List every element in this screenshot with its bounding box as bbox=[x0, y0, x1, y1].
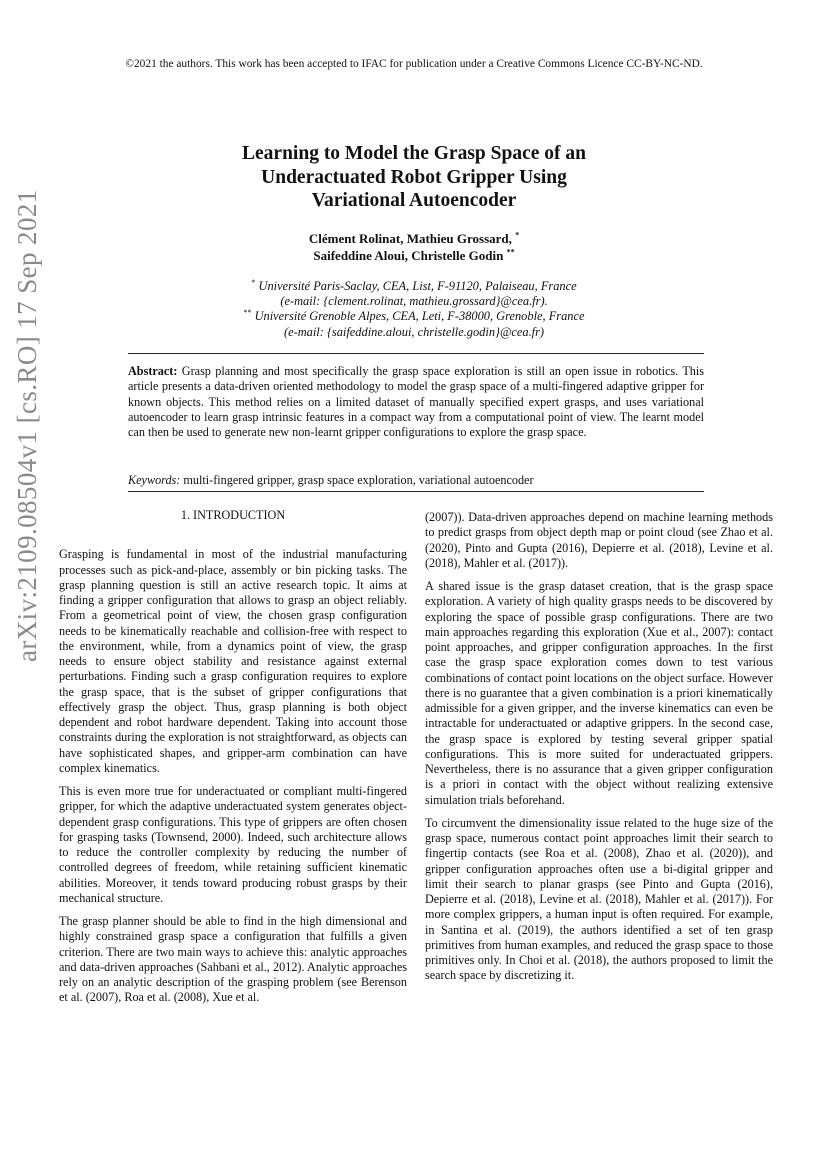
body-paragraph: To circumvent the dimensionality issue related to the huge size of the grasp space, numerous contact point approaches limit their search to fingertip contacts (see Roa et al. (2008), Zhao et al. (2020)), and gripper configuration approaches often use a bi-digital gripper and limit their search to planar grasps (see Pinto and Gupta (2016), Depierre et al. (2018), Levine et al. (2018), Mahler et al. (2017)). For more complex grippers, a human input is often required. For example, in Santina et al. (2019), the authors identified a set of ten grasp primitives from human examples, and reduced the grasp space to those primitives only. In Choi et al. (2018), the authors proposed to limit the search space by discretizing it. bbox=[425, 815, 773, 983]
arxiv-identifier: arXiv:2109.08504v1 [cs.RO] 17 Sep 2021 bbox=[12, 189, 42, 662]
license-notice: ©2021 the authors. This work has been accepted to IFAC for publication under a Creative Commons Licence CC-BY-NC-ND. bbox=[125, 58, 703, 70]
title-line: Learning to Model the Grasp Space of an bbox=[242, 143, 586, 164]
title-line: Variational Autoencoder bbox=[311, 190, 517, 211]
keywords bbox=[128, 473, 704, 488]
keywords-label: Keywords: bbox=[128, 473, 181, 487]
abstract-top-rule bbox=[128, 353, 704, 354]
title-line: Underactuated Robot Gripper Using bbox=[261, 166, 567, 188]
abstract-bottom-rule bbox=[128, 491, 704, 492]
section-heading: 1. INTRODUCTION bbox=[180, 508, 286, 522]
body-paragraph: The grasp planner should be able to find in the high dimensional and highly constrained grasp space a configuration that fulfills a given criterion. There are two main ways to achieve this: analytic approaches and data-driven approaches (Sahbani et al., 2012). Analytic approaches rely on an analytic description of the grasping problem (see Berenson et al. (2007), Roa et al. (2008), Xue et al. bbox=[59, 914, 407, 1005]
affiliation-mark: * bbox=[251, 277, 256, 287]
author-mark: * bbox=[515, 230, 520, 240]
affiliation-text: (e-mail: {saifeddine.aloui, christelle.godin}@cea.fr) bbox=[283, 324, 545, 339]
affiliation-mark: ** bbox=[243, 308, 252, 318]
author-mark: ** bbox=[506, 247, 515, 257]
body-paragraph: This is even more true for underactuated or compliant multi-fingered gripper, for which the adaptive underactuated system generates object-dependent grasp configurations. This type of grippers are often chosen for grasping tasks (Townsend, 2000). Indeed, such architecture allows to reduce the controller complexity by reducing the number of controlled degrees of freedom, while retaining sufficient kinematic abilities. Moreover, it tends toward producing robust grasps by their mechanical structure. bbox=[59, 784, 407, 905]
body-paragraph: A shared issue is the grasp dataset creation, that is the grasp space exploration. A variety of high quality grasps needs to be discovered by exploring the space of possible grasp configurations. There are two main approaches regarding this exploration (Xue et al., 2007): contact point approaches, and gripper configuration approaches. In the first case the grasp space exploration comes down to test various combinations of contact point locations on the object surface. However there is no guarantee that a given combination is a priori kinematically admissible for a given gripper, and the inverse kinematics can even be intractable for underactuated or adaptive grippers. In the second case, the grasp space is explored by testing several gripper spatial configurations. This is more suited for underactuated grippers. Nevertheless, there is no assurance that a given gripper configuration is a priori in contact with the object without realizing extensive simulation trials beforehand. bbox=[425, 579, 773, 807]
right-column bbox=[425, 510, 773, 992]
affiliation-text: Université Paris-Saclay, CEA, List, F-91120, Palaiseau, France bbox=[258, 279, 577, 293]
left-column bbox=[59, 508, 407, 1014]
abstract-text: Grasp planning and most specifically the grasp space exploration is still an open issue in robotics. This article presents a data-driven oriented methodology to model the grasp space of a multi-fingered adaptive gripper for known objects. This method relies on a limited dataset of manually specified expert grasps, and uses variational autoencoder to learn grasp intrinsic features in a compact way from a computational point of view. The learnt model can then be used to generate new non-learnt gripper configurations to explore the grasp space. bbox=[128, 364, 704, 440]
abstract bbox=[128, 364, 704, 440]
body-paragraph: (2007)). Data-driven approaches depend on machine learning methods to predict grasps from object depth map or point cloud (see Zhao et al. (2020), Pinto and Gupta (2016), Depierre et al. (2018), Levine et al. (2018), Mahler et al. (2017)). bbox=[425, 510, 773, 570]
author-line: Saifeddine Aloui, Christelle Godin bbox=[313, 247, 504, 263]
affiliations bbox=[0, 279, 828, 340]
author-line: Clément Rolinat, Mathieu Grossard, bbox=[308, 231, 512, 246]
paper-title bbox=[0, 142, 828, 213]
body-paragraph: Grasping is fundamental in most of the industrial manufacturing processes such as pick-and-place, assembly or bin picking tasks. The grasp planning question is still an active research topic. It aims at finding a gripper configuration that allows to grasp an object reliably. From a geometrical point of view, the chosen grasp configuration needs to be kinematically reachable and collision-free with respect to the environment, while, from a dynamics point of view, the grasp needs to ensure object stability and resistance against external perturbations. Finding such a grasp configuration requires to explore the grasp space, that is the subset of gripper configurations that effectively grasp the object. Thus, grasp planning is both object dependent and robot hardware dependent. Taking into account those constraints during the exploration is not straightforward, as objects can have sophisticated shapes, and gripper-arm combination can have complex kinematics. bbox=[59, 547, 407, 775]
affiliation-text: (e-mail: {clement.rolinat, mathieu.grossard}@cea.fr). bbox=[280, 294, 548, 309]
keywords-text: multi-fingered gripper, grasp space exploration, variational autoencoder bbox=[183, 473, 534, 487]
author-list bbox=[0, 231, 828, 264]
abstract-label: Abstract: bbox=[128, 364, 178, 378]
affiliation-text: Université Grenoble Alpes, CEA, Leti, F-38000, Grenoble, France bbox=[254, 309, 585, 324]
